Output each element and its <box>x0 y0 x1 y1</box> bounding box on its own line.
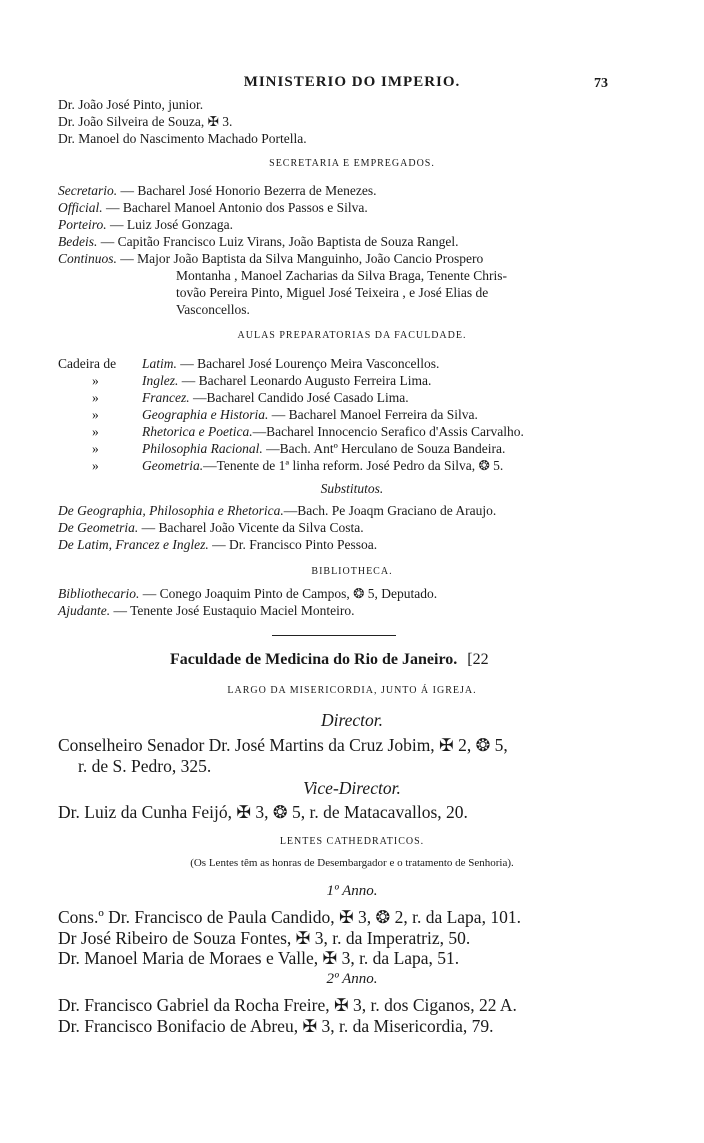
director-line: Conselheiro Senador Dr. José Martins da Cruz Jobim, ✠ 2, ❂ 5, <box>58 735 508 755</box>
aula-row <box>142 440 505 457</box>
subject: Philosophia Racional. <box>142 441 263 456</box>
subject: De Latim, Francez e Inglez. <box>58 537 209 552</box>
entry-text: — Capitão Francisco Luiz Virans, João Baptista de Souza Rangel. <box>97 234 459 249</box>
lentes-note: (Os Lentes têm as honras de Desembargador e o tratamento de Senhoria). <box>190 857 514 869</box>
subject: Latim. <box>142 356 177 371</box>
role-label: Ajudante. <box>58 603 111 618</box>
aula-row <box>142 372 431 389</box>
section-heading-aulas: AULAS PREPARATORIAS DA FACULDADE. <box>237 330 467 341</box>
faculdade-name: Faculdade de Medicina do Rio de Janeiro. <box>170 651 458 668</box>
aula-row <box>142 389 409 406</box>
section-divider <box>272 635 396 636</box>
teacher: — Bacharel João Vicente da Silva Costa. <box>138 520 364 535</box>
section-heading-secretaria: SECRETARIA E EMPREGADOS. <box>269 158 435 169</box>
ditto-mark: » <box>92 441 99 456</box>
entry-text: — Bacharel Manoel Antonio dos Passos e Silva. <box>102 200 368 215</box>
entry-line <box>58 182 377 199</box>
ditto-mark: » <box>92 390 99 405</box>
subject: De Geographia, Philosophia e Rhetorica. <box>58 503 284 518</box>
lente-line: Dr. Francisco Gabriel da Rocha Freire, ✠ 3, r. dos Ciganos, 22 A. <box>58 995 517 1015</box>
substituto-line <box>58 536 377 553</box>
teacher: — Bacharel Manoel Ferreira da Silva. <box>268 407 478 422</box>
aula-row <box>142 406 478 423</box>
faculdade-address: LARGO DA MISERICORDIA, JUNTO Á IGREJA. <box>227 685 477 696</box>
subject: De Geometria. <box>58 520 139 535</box>
entry-text: — Conego Joaquim Pinto de Campos, ❂ 5, Deputado. <box>139 586 438 601</box>
entry-text: — Luiz José Gonzaga. <box>106 217 233 232</box>
teacher: —Bacharel Candido José Casado Lima. <box>189 390 409 405</box>
entry-text: — Major João Baptista da Silva Manguinho, João Cancio Prospero <box>116 251 484 266</box>
teacher: — Bacharel José Lourenço Meira Vasconcellos. <box>176 356 440 371</box>
teacher: —Bacharel Innocencio Serafico d'Assis Carvalho. <box>252 424 524 439</box>
entry-line <box>58 199 368 216</box>
entry-line <box>58 250 483 267</box>
faculdade-title <box>170 651 489 669</box>
cadeira-prefix: Cadeira de <box>58 356 117 371</box>
aula-row <box>142 457 503 474</box>
teacher: —Bach. Antº Herculano de Souza Bandeira. <box>262 441 506 456</box>
continuation-line: tovão Pereira Pinto, Miguel José Teixeira , e José Elias de <box>176 285 489 300</box>
lente-line: Dr. Francisco Bonifacio de Abreu, ✠ 3, r. da Misericordia, 79. <box>58 1016 494 1036</box>
continuation-line: Vasconcellos. <box>176 302 250 317</box>
vice-director-line: Dr. Luiz da Cunha Feijó, ✠ 3, ❂ 5, r. de Matacavallos, 20. <box>58 802 468 822</box>
subject: Inglez. <box>142 373 179 388</box>
subject: Geographia e Historia. <box>142 407 269 422</box>
substitutos-heading: Substitutos. <box>320 481 384 496</box>
director-address: r. de S. Pedro, 325. <box>78 756 212 776</box>
aula-row <box>142 355 439 372</box>
section-heading-bibliotheca: BIBLIOTHECA. <box>311 566 393 577</box>
role-label: Secretario. <box>58 183 118 198</box>
role-label: Porteiro. <box>58 217 107 232</box>
vice-director-heading: Vice-Director. <box>303 778 401 798</box>
entry-text: — Tenente José Eustaquio Maciel Monteiro. <box>110 603 355 618</box>
lentes-heading: LENTES CATHEDRATICOS. <box>279 836 425 847</box>
anno-1-heading: 1º Anno. <box>326 883 378 899</box>
name-line: Dr. João José Pinto, junior. <box>58 97 204 112</box>
entry-line <box>58 585 437 602</box>
entry-line <box>58 233 459 250</box>
entry-text: — Bacharel José Honorio Bezerra de Menezes. <box>117 183 377 198</box>
role-label: Official. <box>58 200 103 215</box>
lente-line: Cons.º Dr. Francisco de Paula Candido, ✠ 3, ❂ 2, r. da Lapa, 101. <box>58 907 521 927</box>
director-heading: Director. <box>320 710 384 730</box>
teacher: — Bacharel Leonardo Augusto Ferreira Lima. <box>178 373 432 388</box>
role-label: Bibliothecario. <box>58 586 140 601</box>
role-label: Bedeis. <box>58 234 98 249</box>
name-line: Dr. João Silveira de Souza, ✠ 3. <box>58 114 233 129</box>
ditto-mark: » <box>92 407 99 422</box>
reference-number: [22 <box>467 651 489 668</box>
substituto-line <box>58 502 496 519</box>
name-line: Dr. Manoel do Nascimento Machado Portella. <box>58 131 307 146</box>
substituto-line <box>58 519 364 536</box>
subject: Francez. <box>142 390 190 405</box>
ditto-mark: » <box>92 424 99 439</box>
running-head: MINISTERIO DO IMPERIO. <box>243 74 461 90</box>
entry-line <box>58 602 355 619</box>
teacher: —Tenente de 1ª linha reform. José Pedro da Silva, ❂ 5. <box>203 458 504 473</box>
role-label: Continuos. <box>58 251 117 266</box>
teacher: —Bach. Pe Joaqm Graciano de Araujo. <box>283 503 497 518</box>
continuation-line: Montanha , Manoel Zacharias da Silva Braga, Tenente Chris- <box>176 268 507 283</box>
subject: Geometria. <box>142 458 204 473</box>
entry-line <box>58 216 233 233</box>
teacher: — Dr. Francisco Pinto Pessoa. <box>208 537 378 552</box>
lente-line: Dr. Manoel Maria de Moraes e Valle, ✠ 3, r. da Lapa, 51. <box>58 948 460 968</box>
ditto-mark: » <box>92 458 99 473</box>
aula-row <box>142 423 524 440</box>
ditto-mark: » <box>92 373 99 388</box>
page-number: 73 <box>594 76 608 91</box>
lente-line: Dr José Ribeiro de Souza Fontes, ✠ 3, r. da Imperatriz, 50. <box>58 928 471 948</box>
anno-2-heading: 2º Anno. <box>326 971 378 987</box>
subject: Rhetorica e Poetica. <box>142 424 253 439</box>
